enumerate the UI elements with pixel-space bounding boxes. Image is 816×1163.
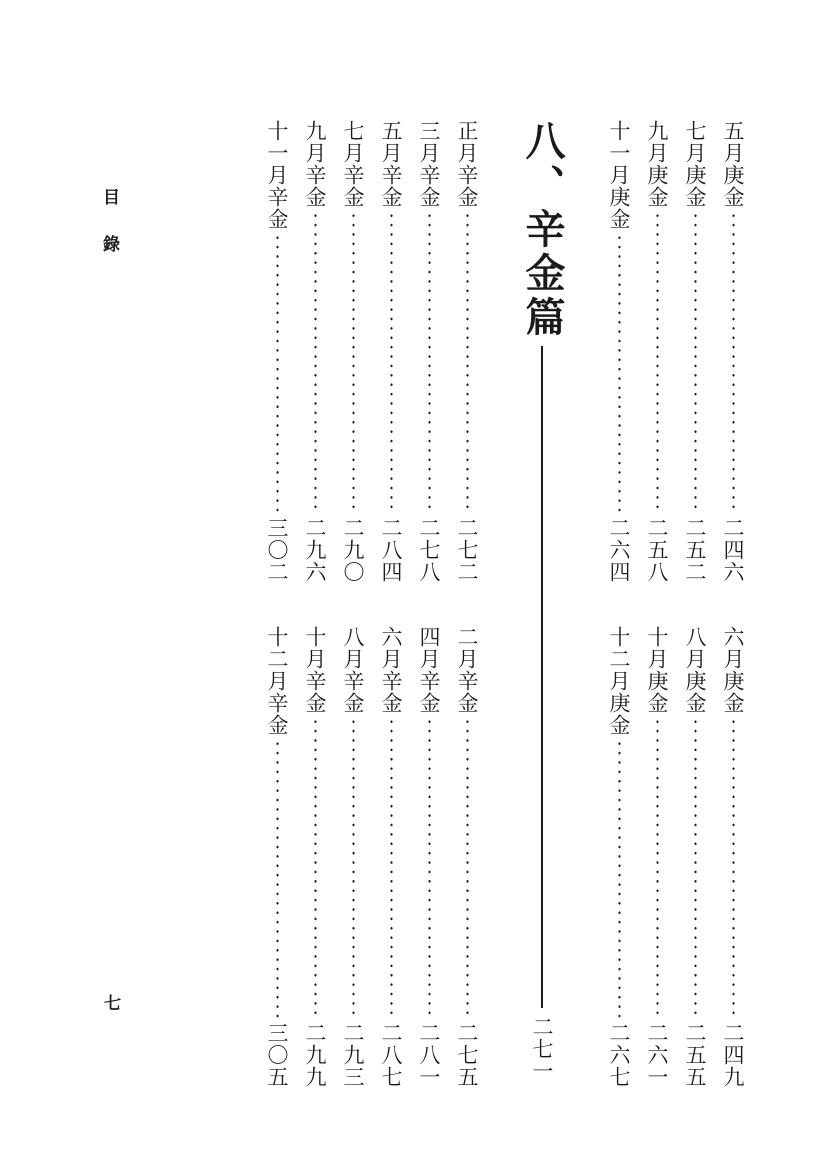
toc-entry-title: 八月庚金 (683, 626, 707, 714)
toc-entry[interactable] (680, 626, 710, 1088)
toc-entry-title: 九月辛金 (303, 120, 327, 208)
dot-leader (314, 211, 317, 514)
toc-entry-title: 三月辛金 (417, 120, 441, 208)
chapter-title: 八、辛金篇 (519, 120, 566, 340)
toc-entry[interactable] (452, 120, 482, 583)
dot-leader (428, 211, 431, 514)
running-head: 目錄 (99, 188, 119, 282)
toc-entry[interactable] (604, 626, 634, 1088)
toc-entry[interactable] (718, 120, 748, 583)
toc-entry[interactable] (452, 626, 482, 1088)
dot-leader (656, 211, 659, 514)
toc-entry-title: 七月庚金 (683, 120, 707, 208)
toc-entry-page: 二五二 (683, 517, 707, 583)
toc-entry[interactable] (604, 120, 634, 583)
toc-entry[interactable] (300, 626, 330, 1088)
toc-entry-page: 三〇五 (265, 1022, 289, 1088)
dot-leader (428, 717, 431, 1019)
chapter-rule (541, 346, 543, 1008)
dot-leader (618, 739, 621, 1019)
toc-entry-title: 五月庚金 (721, 120, 745, 208)
toc-entry-page: 二六四 (607, 517, 631, 583)
toc-entry-page: 二九六 (303, 517, 327, 583)
toc-entry-page: 二八四 (379, 517, 403, 583)
toc-entry[interactable] (642, 120, 672, 583)
dot-leader (352, 717, 355, 1019)
dot-leader (390, 211, 393, 514)
toc-entry-title: 十月辛金 (303, 626, 327, 714)
toc-entry-page: 二五五 (683, 1022, 707, 1088)
dot-leader (314, 717, 317, 1019)
toc-entry-title: 十二月辛金 (265, 626, 289, 736)
toc-entry-title: 九月庚金 (645, 120, 669, 208)
dot-leader (694, 717, 697, 1019)
toc-entry-page: 二八一 (417, 1022, 441, 1088)
toc-entry-title: 十月庚金 (645, 626, 669, 714)
toc-entry-title: 六月辛金 (379, 626, 403, 714)
toc-entry-page: 二六一 (645, 1022, 669, 1088)
toc-entry-page: 二七八 (417, 517, 441, 583)
toc-entry-title: 七月辛金 (341, 120, 365, 208)
toc-entry-title: 正月辛金 (455, 120, 479, 208)
toc-entry-page: 二九三 (341, 1022, 365, 1088)
toc-entry[interactable] (376, 120, 406, 583)
dot-leader (276, 233, 279, 514)
toc-entry-page: 二八七 (379, 1022, 403, 1088)
dot-leader (732, 717, 735, 1019)
dot-leader (390, 717, 393, 1019)
toc-entry[interactable] (300, 120, 330, 583)
toc-entry[interactable] (376, 626, 406, 1088)
dot-leader (466, 717, 469, 1019)
toc-entry-title: 十二月庚金 (607, 626, 631, 736)
dot-leader (466, 211, 469, 514)
toc-entry-title: 六月庚金 (721, 626, 745, 714)
toc-entry[interactable] (414, 626, 444, 1088)
toc-entry[interactable] (262, 626, 292, 1088)
dot-leader (732, 211, 735, 514)
toc-entry-page: 二七二 (455, 517, 479, 583)
toc-entry[interactable] (262, 120, 292, 583)
toc-entry-page: 三〇二 (265, 517, 289, 583)
dot-leader (656, 717, 659, 1019)
toc-entry[interactable] (718, 626, 748, 1088)
page-folio: 七 (104, 994, 121, 1014)
toc-entry-page: 二四六 (721, 517, 745, 583)
toc-entry-page: 二五八 (645, 517, 669, 583)
toc-entry-title: 二月辛金 (455, 626, 479, 714)
toc-entry[interactable] (338, 626, 368, 1088)
toc-entry-page: 二四九 (721, 1022, 745, 1088)
dot-leader (618, 233, 621, 514)
toc-entry[interactable] (414, 120, 444, 583)
toc-entry-page: 二九九 (303, 1022, 327, 1088)
toc-entry-title: 四月辛金 (417, 626, 441, 714)
chapter-heading[interactable] (519, 120, 566, 1082)
dot-leader (694, 211, 697, 514)
toc-entry-page: 二九〇 (341, 517, 365, 583)
toc-entry-title: 八月辛金 (341, 626, 365, 714)
toc-entry[interactable] (642, 626, 672, 1088)
toc-entry-page: 二七五 (455, 1022, 479, 1088)
chapter-page: 二七一 (530, 1016, 554, 1082)
toc-entry[interactable] (680, 120, 710, 583)
dot-leader (352, 211, 355, 514)
toc-entry-title: 十一月庚金 (607, 120, 631, 230)
toc-entry[interactable] (338, 120, 368, 583)
toc-entry-title: 五月辛金 (379, 120, 403, 208)
toc-entry-page: 二六七 (607, 1022, 631, 1088)
toc-entry-title: 十一月辛金 (265, 120, 289, 230)
dot-leader (276, 739, 279, 1019)
